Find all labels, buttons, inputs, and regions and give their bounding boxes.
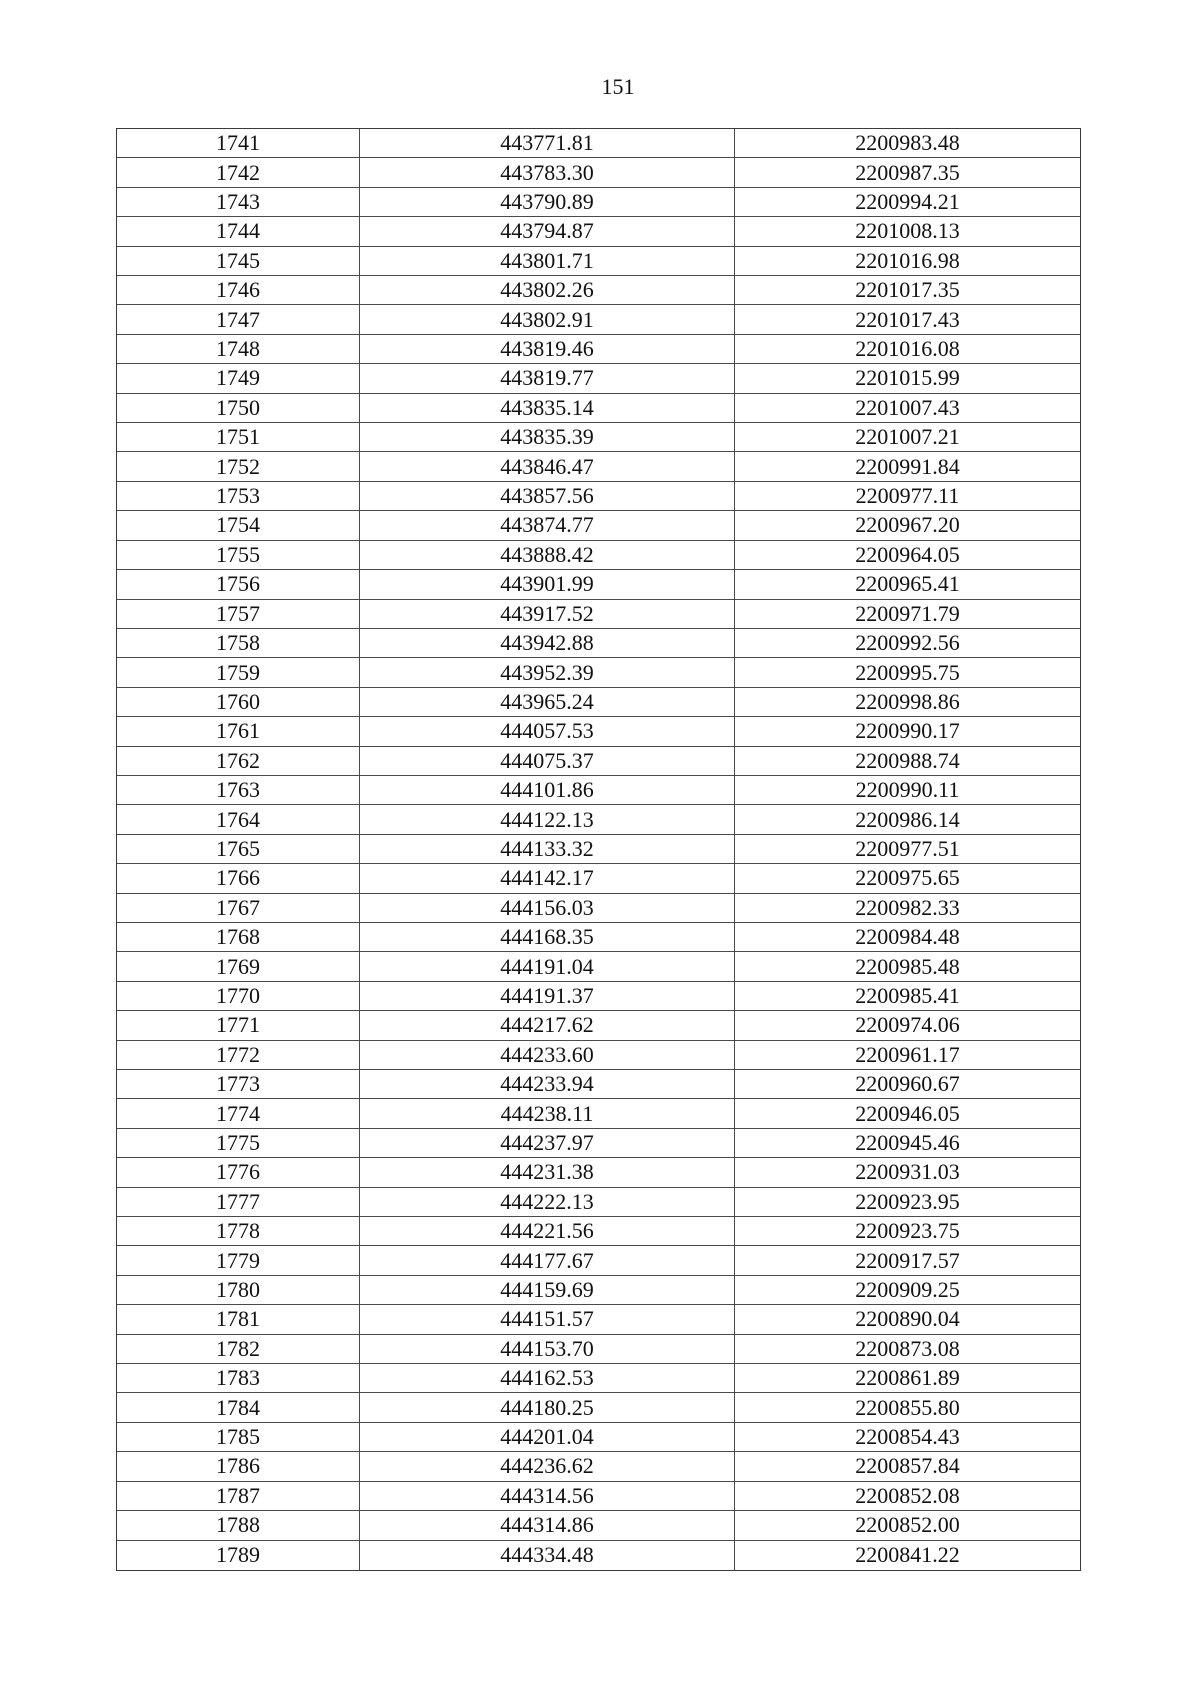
point-number-cell: 1760: [117, 688, 360, 716]
x-coordinate-cell: 444237.97: [360, 1129, 735, 1157]
point-number-cell: 1781: [117, 1305, 360, 1333]
point-number-cell: 1745: [117, 247, 360, 275]
x-coordinate-cell: 443819.77: [360, 364, 735, 392]
y-coordinate-cell: 2200971.79: [855, 600, 960, 626]
point-number-cell: 1755: [117, 541, 360, 569]
y-coordinate-cell: 2201016.08: [855, 336, 960, 362]
table-row: [117, 629, 1080, 658]
y-coordinate-cell: 2200977.11: [855, 483, 960, 509]
point-number-cell: 1772: [117, 1041, 360, 1069]
y-coordinate-cell: 2200967.20: [855, 512, 960, 538]
table-row: [117, 452, 1080, 481]
table-row: [117, 1511, 1080, 1540]
table-row: [117, 952, 1080, 981]
point-number-cell: 1775: [117, 1129, 360, 1157]
table-row: [117, 776, 1080, 805]
y-coordinate-cell: 2200995.75: [855, 659, 960, 685]
point-number-cell: 1777: [117, 1188, 360, 1216]
x-coordinate-cell: 444221.56: [360, 1217, 735, 1245]
point-number-cell: 1785: [117, 1423, 360, 1451]
table-row: [117, 658, 1080, 687]
point-number-cell: 1782: [117, 1335, 360, 1363]
x-coordinate-cell: 444191.04: [360, 952, 735, 980]
y-coordinate-cell: 2200961.17: [855, 1041, 960, 1067]
x-coordinate-cell: 443888.42: [360, 541, 735, 569]
x-coordinate-cell: 444075.37: [360, 747, 735, 775]
y-coordinate-cell: 2200960.67: [855, 1071, 960, 1097]
point-number-cell: 1786: [117, 1452, 360, 1480]
y-coordinate-cell: 2200909.25: [855, 1277, 960, 1303]
y-coordinate-cell: 2200873.08: [855, 1335, 960, 1361]
point-number-cell: 1763: [117, 776, 360, 804]
x-coordinate-cell: 444122.13: [360, 805, 735, 833]
table-row: [117, 247, 1080, 276]
point-number-cell: 1759: [117, 658, 360, 686]
table-row: [117, 1129, 1080, 1158]
x-coordinate-cell: 444222.13: [360, 1188, 735, 1216]
table-row: [117, 188, 1080, 217]
table-row: [117, 394, 1080, 423]
point-number-cell: 1753: [117, 482, 360, 510]
table-row: [117, 1393, 1080, 1422]
y-coordinate-cell: 2200983.48: [855, 130, 960, 156]
table-row: [117, 805, 1080, 834]
point-number-cell: 1741: [117, 129, 360, 157]
table-row: [117, 482, 1080, 511]
y-coordinate-cell: 2200987.35: [855, 159, 960, 185]
y-coordinate-cell: 2201008.13: [855, 218, 960, 244]
x-coordinate-cell: 443942.88: [360, 629, 735, 657]
x-coordinate-cell: 444057.53: [360, 717, 735, 745]
table-row: [117, 1423, 1080, 1452]
point-number-cell: 1750: [117, 394, 360, 422]
table-row: [117, 570, 1080, 599]
x-coordinate-cell: 443771.81: [360, 129, 735, 157]
table-row: [117, 688, 1080, 717]
point-number-cell: 1762: [117, 747, 360, 775]
y-coordinate-cell: 2200985.48: [855, 953, 960, 979]
point-number-cell: 1748: [117, 335, 360, 363]
table-row: [117, 1452, 1080, 1481]
y-coordinate-cell: 2200923.95: [855, 1188, 960, 1214]
x-coordinate-cell: 444151.57: [360, 1305, 735, 1333]
y-coordinate-cell: 2200945.46: [855, 1130, 960, 1156]
y-coordinate-cell: 2200931.03: [855, 1159, 960, 1185]
table-row: [117, 923, 1080, 952]
x-coordinate-cell: 444233.94: [360, 1070, 735, 1098]
x-coordinate-cell: 443790.89: [360, 188, 735, 216]
x-coordinate-cell: 444177.67: [360, 1246, 735, 1274]
point-number-cell: 1780: [117, 1276, 360, 1304]
y-coordinate-cell: 2201017.35: [855, 277, 960, 303]
point-number-cell: 1778: [117, 1217, 360, 1245]
x-coordinate-cell: 444231.38: [360, 1158, 735, 1186]
table-row: [117, 1158, 1080, 1187]
y-coordinate-cell: 2201007.43: [855, 394, 960, 420]
table-row: [117, 129, 1080, 158]
x-coordinate-cell: 444217.62: [360, 1011, 735, 1039]
y-coordinate-cell: 2200965.41: [855, 571, 960, 597]
point-number-cell: 1783: [117, 1364, 360, 1392]
y-coordinate-cell: 2200890.04: [855, 1306, 960, 1332]
y-coordinate-cell: 2201017.43: [855, 306, 960, 332]
x-coordinate-cell: 444156.03: [360, 894, 735, 922]
point-number-cell: 1766: [117, 864, 360, 892]
x-coordinate-cell: 444334.48: [360, 1541, 735, 1570]
point-number-cell: 1788: [117, 1511, 360, 1539]
x-coordinate-cell: 444201.04: [360, 1423, 735, 1451]
x-coordinate-cell: 443819.46: [360, 335, 735, 363]
x-coordinate-cell: 444162.53: [360, 1364, 735, 1392]
point-number-cell: 1751: [117, 423, 360, 451]
x-coordinate-cell: 443801.71: [360, 247, 735, 275]
table-row: [117, 835, 1080, 864]
x-coordinate-cell: 443794.87: [360, 217, 735, 245]
x-coordinate-cell: 443846.47: [360, 452, 735, 480]
x-coordinate-cell: 444180.25: [360, 1393, 735, 1421]
y-coordinate-cell: 2200852.08: [855, 1482, 960, 1508]
x-coordinate-cell: 444142.17: [360, 864, 735, 892]
table-row: [117, 217, 1080, 246]
point-number-cell: 1776: [117, 1158, 360, 1186]
y-coordinate-cell: 2200990.11: [855, 777, 960, 803]
point-number-cell: 1756: [117, 570, 360, 598]
x-coordinate-cell: 443857.56: [360, 482, 735, 510]
table-row: [117, 541, 1080, 570]
x-coordinate-cell: 444236.62: [360, 1452, 735, 1480]
point-number-cell: 1767: [117, 894, 360, 922]
point-number-cell: 1754: [117, 511, 360, 539]
y-coordinate-cell: 2200854.43: [855, 1424, 960, 1450]
y-coordinate-cell: 2200841.22: [855, 1542, 960, 1568]
table-row: [117, 423, 1080, 452]
x-coordinate-cell: 443835.39: [360, 423, 735, 451]
table-row: [117, 276, 1080, 305]
point-number-cell: 1742: [117, 158, 360, 186]
x-coordinate-cell: 443917.52: [360, 600, 735, 628]
point-number-cell: 1771: [117, 1011, 360, 1039]
x-coordinate-cell: 443874.77: [360, 511, 735, 539]
table-row: [117, 1276, 1080, 1305]
y-coordinate-cell: 2200857.84: [855, 1453, 960, 1479]
page-number: 151: [601, 74, 635, 99]
table-row: [117, 1305, 1080, 1334]
point-number-cell: 1764: [117, 805, 360, 833]
y-coordinate-cell: 2200991.84: [855, 453, 960, 479]
table-row: [117, 894, 1080, 923]
x-coordinate-cell: 444133.32: [360, 835, 735, 863]
x-coordinate-cell: 444101.86: [360, 776, 735, 804]
table-row: [117, 305, 1080, 334]
point-number-cell: 1789: [117, 1541, 360, 1570]
y-coordinate-cell: 2200861.89: [855, 1365, 960, 1391]
table-row: [117, 158, 1080, 187]
x-coordinate-cell: 443802.91: [360, 305, 735, 333]
table-row: [117, 747, 1080, 776]
point-number-cell: 1770: [117, 982, 360, 1010]
y-coordinate-cell: 2200977.51: [855, 835, 960, 861]
point-number-cell: 1746: [117, 276, 360, 304]
x-coordinate-cell: 444314.86: [360, 1511, 735, 1539]
y-coordinate-cell: 2200946.05: [855, 1100, 960, 1126]
point-number-cell: 1758: [117, 629, 360, 657]
point-number-cell: 1752: [117, 452, 360, 480]
y-coordinate-cell: 2200855.80: [855, 1394, 960, 1420]
point-number-cell: 1779: [117, 1246, 360, 1274]
y-coordinate-cell: 2200923.75: [855, 1218, 960, 1244]
table-row: [117, 1335, 1080, 1364]
table-row: [117, 864, 1080, 893]
y-coordinate-cell: 2200985.41: [855, 982, 960, 1008]
y-coordinate-cell: 2201016.98: [855, 247, 960, 273]
table-row: [117, 1070, 1080, 1099]
table-row: [117, 1011, 1080, 1040]
x-coordinate-cell: 444168.35: [360, 923, 735, 951]
table-row: [117, 982, 1080, 1011]
table-row: [117, 600, 1080, 629]
y-coordinate-cell: 2200852.00: [855, 1512, 960, 1538]
table-row: [117, 1041, 1080, 1070]
point-number-cell: 1747: [117, 305, 360, 333]
table-row: [117, 1541, 1080, 1570]
y-coordinate-cell: 2200975.65: [855, 865, 960, 891]
y-coordinate-cell: 2200984.48: [855, 924, 960, 950]
x-coordinate-cell: 443802.26: [360, 276, 735, 304]
y-coordinate-cell: 2200992.56: [855, 630, 960, 656]
x-coordinate-cell: 443901.99: [360, 570, 735, 598]
y-coordinate-cell: 2201007.21: [855, 424, 960, 450]
table-row: [117, 1482, 1080, 1511]
point-number-cell: 1765: [117, 835, 360, 863]
x-coordinate-cell: 444314.56: [360, 1482, 735, 1510]
y-coordinate-cell: 2200964.05: [855, 541, 960, 567]
x-coordinate-cell: 443783.30: [360, 158, 735, 186]
coordinates-table: [116, 128, 1081, 1571]
table-row: [117, 335, 1080, 364]
y-coordinate-cell: 2200986.14: [855, 806, 960, 832]
point-number-cell: 1769: [117, 952, 360, 980]
point-number-cell: 1773: [117, 1070, 360, 1098]
y-coordinate-cell: 2200994.21: [855, 189, 960, 215]
x-coordinate-cell: 444159.69: [360, 1276, 735, 1304]
y-coordinate-cell: 2200917.57: [855, 1247, 960, 1273]
table-row: [117, 1364, 1080, 1393]
y-coordinate-cell: 2201015.99: [855, 365, 960, 391]
y-coordinate-cell: 2200982.33: [855, 894, 960, 920]
point-number-cell: 1749: [117, 364, 360, 392]
point-number-cell: 1787: [117, 1482, 360, 1510]
table-row: [117, 511, 1080, 540]
table-row: [117, 1217, 1080, 1246]
point-number-cell: 1774: [117, 1099, 360, 1127]
y-coordinate-cell: 2200998.86: [855, 688, 960, 714]
point-number-cell: 1768: [117, 923, 360, 951]
y-coordinate-cell: 2200988.74: [855, 747, 960, 773]
x-coordinate-cell: 443835.14: [360, 394, 735, 422]
table-row: [117, 1246, 1080, 1275]
table-row: [117, 1099, 1080, 1128]
point-number-cell: 1761: [117, 717, 360, 745]
table-row: [117, 717, 1080, 746]
x-coordinate-cell: 443952.39: [360, 658, 735, 686]
y-coordinate-cell: 2200990.17: [855, 718, 960, 744]
table-row: [117, 1188, 1080, 1217]
point-number-cell: 1784: [117, 1393, 360, 1421]
x-coordinate-cell: 444233.60: [360, 1041, 735, 1069]
y-coordinate-cell: 2200974.06: [855, 1012, 960, 1038]
x-coordinate-cell: 443965.24: [360, 688, 735, 716]
table-row: [117, 364, 1080, 393]
point-number-cell: 1743: [117, 188, 360, 216]
x-coordinate-cell: 444238.11: [360, 1099, 735, 1127]
point-number-cell: 1744: [117, 217, 360, 245]
x-coordinate-cell: 444191.37: [360, 982, 735, 1010]
x-coordinate-cell: 444153.70: [360, 1335, 735, 1363]
point-number-cell: 1757: [117, 600, 360, 628]
